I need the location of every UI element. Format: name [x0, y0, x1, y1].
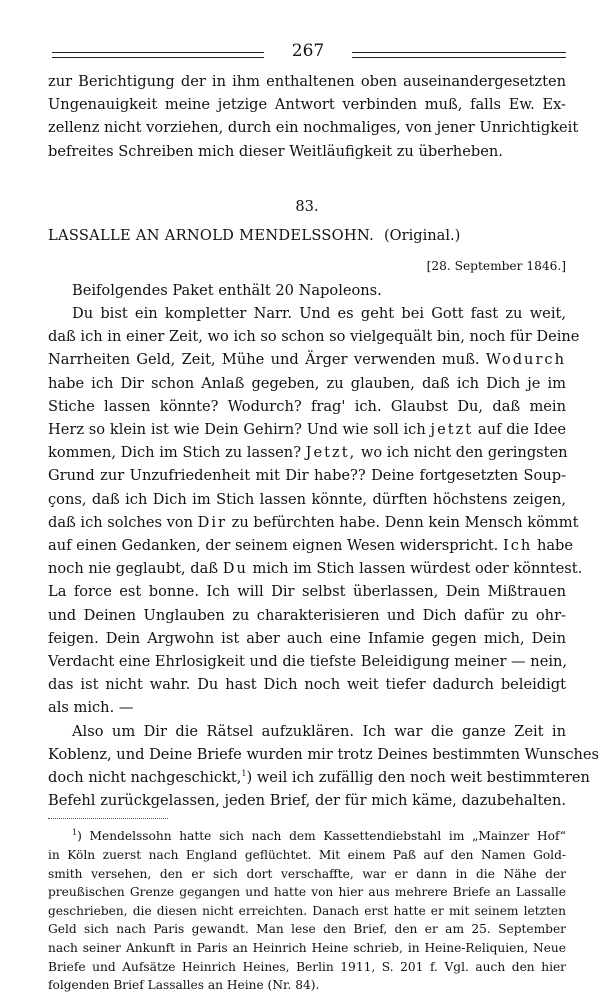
text-line: zellenz nicht vorziehen, durch ein nochmaliges, von jener Unrichtigkeit [48, 119, 579, 137]
emphasis-run: Wodurch [485, 351, 566, 369]
text-line: Verdacht eine Ehrlosigkeit und die tiefste Beleidigung meiner — nein, [48, 653, 568, 671]
page-header [48, 40, 566, 62]
text-run: Narrheiten Geld, Zeit, Mühe und Ärger verwenden muß. [48, 351, 480, 369]
text-run: noch nie geglaubt, daß [48, 560, 219, 578]
footnote-line [48, 827, 566, 846]
intro-paragraph [48, 70, 579, 163]
text-line [48, 511, 579, 534]
header-rule-right [352, 52, 566, 58]
footnote-line: smith versehen, den er sich dort verschaffte, war er dann in die Nähe der [48, 866, 566, 881]
text-run: zu befürchten habe. Denn kein Mensch kömmt [231, 513, 579, 531]
footnote-line: in Köln zuerst nach England geflüchtet. Mit einem Paß auf den Namen Gold- [48, 848, 566, 863]
letter-number: 83. [295, 197, 319, 215]
page-number: 267 [291, 41, 325, 61]
footnote [48, 827, 566, 994]
text-run: kommen, Dich im Stich zu lassen? [48, 444, 302, 462]
text-line [48, 348, 566, 371]
letter-heading [48, 225, 566, 247]
text-line: habe ich Dir schon Anlaß gegeben, zu glauben, daß ich Dich je im [48, 374, 566, 392]
text-run: auf einen Gedanken, der seinem eignen Wesen widerspricht. [48, 537, 499, 555]
footnote-line: Briefe und Aufsätze Heinrich Heines, Berlin 1911, S. 201 f. Vgl. auch den hier [48, 959, 566, 974]
footnote-divider [48, 818, 168, 819]
emphasis-run: Ich [502, 537, 533, 555]
emphasis-run: Du [222, 560, 248, 578]
text-line: Befehl zurückgelassen, jeden Brief, der für mich käme, dazubehalten. [48, 792, 566, 810]
text-line [48, 418, 566, 441]
text-run: ) Mendelssohn hatte sich nach dem Kassettendiebstahl im „Mainzer Hof“ [77, 829, 566, 844]
header-rule-left [52, 52, 264, 58]
text-run: wo ich nicht den geringsten [360, 444, 568, 462]
text-run: habe [536, 537, 574, 555]
text-run: doch nicht nachgeschickt, [48, 769, 242, 787]
text-line: als mich. — [48, 699, 134, 717]
footnote-ref: 1 [241, 769, 247, 779]
text-line: Ungenauigkeit meine jetzige Antwort verbinden muß, falls Ew. Ex- [48, 96, 566, 114]
text-line: Koblenz, und Deine Briefe wurden mir trotz Deines bestimmten Wunsches [48, 745, 600, 763]
text-line: das ist nicht wahr. Du hast Dich noch weit tiefer dadurch beleidigt [48, 676, 566, 694]
footnote-line: nach seiner Ankunft in Paris an Heinrich Heine schrieb, in Heine-Reliquien, Neue [48, 941, 566, 956]
text-line: La force est bonne. Ich will Dir selbst überlassen, Dein Mißtrauen [48, 583, 566, 601]
text-line: zur Berichtigung der in ihm enthaltenen oben auseinandergesetzten [48, 73, 566, 90]
text-line [48, 534, 574, 557]
text-line: çons, daß ich Dich im Stich lassen könnte, dürften höchstens zeigen, [48, 490, 566, 508]
text-line: feigen. Dein Argwohn ist aber auch eine Infamie gegen mich, Dein [48, 629, 566, 647]
footnote-line: geschrieben, die diesen nicht erreichten. Danach erst hatte er mit seinem letzten [48, 903, 566, 918]
letter-source: (Original.) [383, 226, 461, 244]
text-line: Also um Dir die Rätsel aufzuklären. Ich war die ganze Zeit in [72, 722, 566, 740]
footnote-line: preußischen Grenze gegangen und hatte von hier aus mehrere Briefe an Lassalle [48, 885, 566, 900]
text-line: Beifolgendes Paket enthält 20 Napoleons. [72, 281, 382, 299]
emphasis-run: Dir [197, 513, 228, 531]
text-run: auf die Idee [477, 421, 567, 439]
text-line: daß ich in einer Zeit, wo ich so schon so vielgequält bin, noch für Deine [48, 328, 580, 346]
emphasis-run: Jetzt, [305, 444, 357, 462]
text-line: und Deinen Unglauben zu charakterisieren und Dich dafür zu ohr- [48, 606, 566, 624]
footnote-line: folgenden Brief Lassalles an Heine (Nr. 84). [48, 978, 320, 993]
document-page [48, 40, 600, 995]
text-line [48, 766, 590, 789]
footnote-marker: 1 [72, 828, 78, 838]
text-line: Du bist ein kompletter Narr. Und es geht bei Gott fast zu weit, [72, 305, 566, 323]
emphasis-run: jetzt [430, 421, 474, 439]
text-line: Stiche lassen könnte? Wodurch? frag' ich. Glaubst Du, daß mein [48, 397, 566, 415]
letter-body [48, 279, 600, 813]
text-line [48, 441, 566, 464]
letter-date: [28. September 1846.] [426, 258, 566, 273]
letter-title: LASSALLE AN ARNOLD MENDELSSOHN. [48, 226, 375, 244]
text-run: ) weil ich zufällig den noch weit bestimmteren [246, 769, 590, 787]
text-run: daß ich solches von [48, 513, 194, 531]
text-line: befreites Schreiben mich dieser Weitläufigkeit zu überheben. [48, 142, 503, 160]
text-run: Herz so klein ist wie Dein Gehirn? Und wie soll ich [48, 421, 426, 439]
text-line: Grund zur Unzufriedenheit mit Dir habe?? Deine fortgesetzten Soup- [48, 467, 566, 485]
text-run: mich im Stich lassen würdest oder könntest. [252, 560, 583, 578]
footnote-line: Geld sich nach Paris gewandt. Man lese den Brief, den er am 25. September [48, 922, 566, 937]
text-line [48, 557, 583, 580]
